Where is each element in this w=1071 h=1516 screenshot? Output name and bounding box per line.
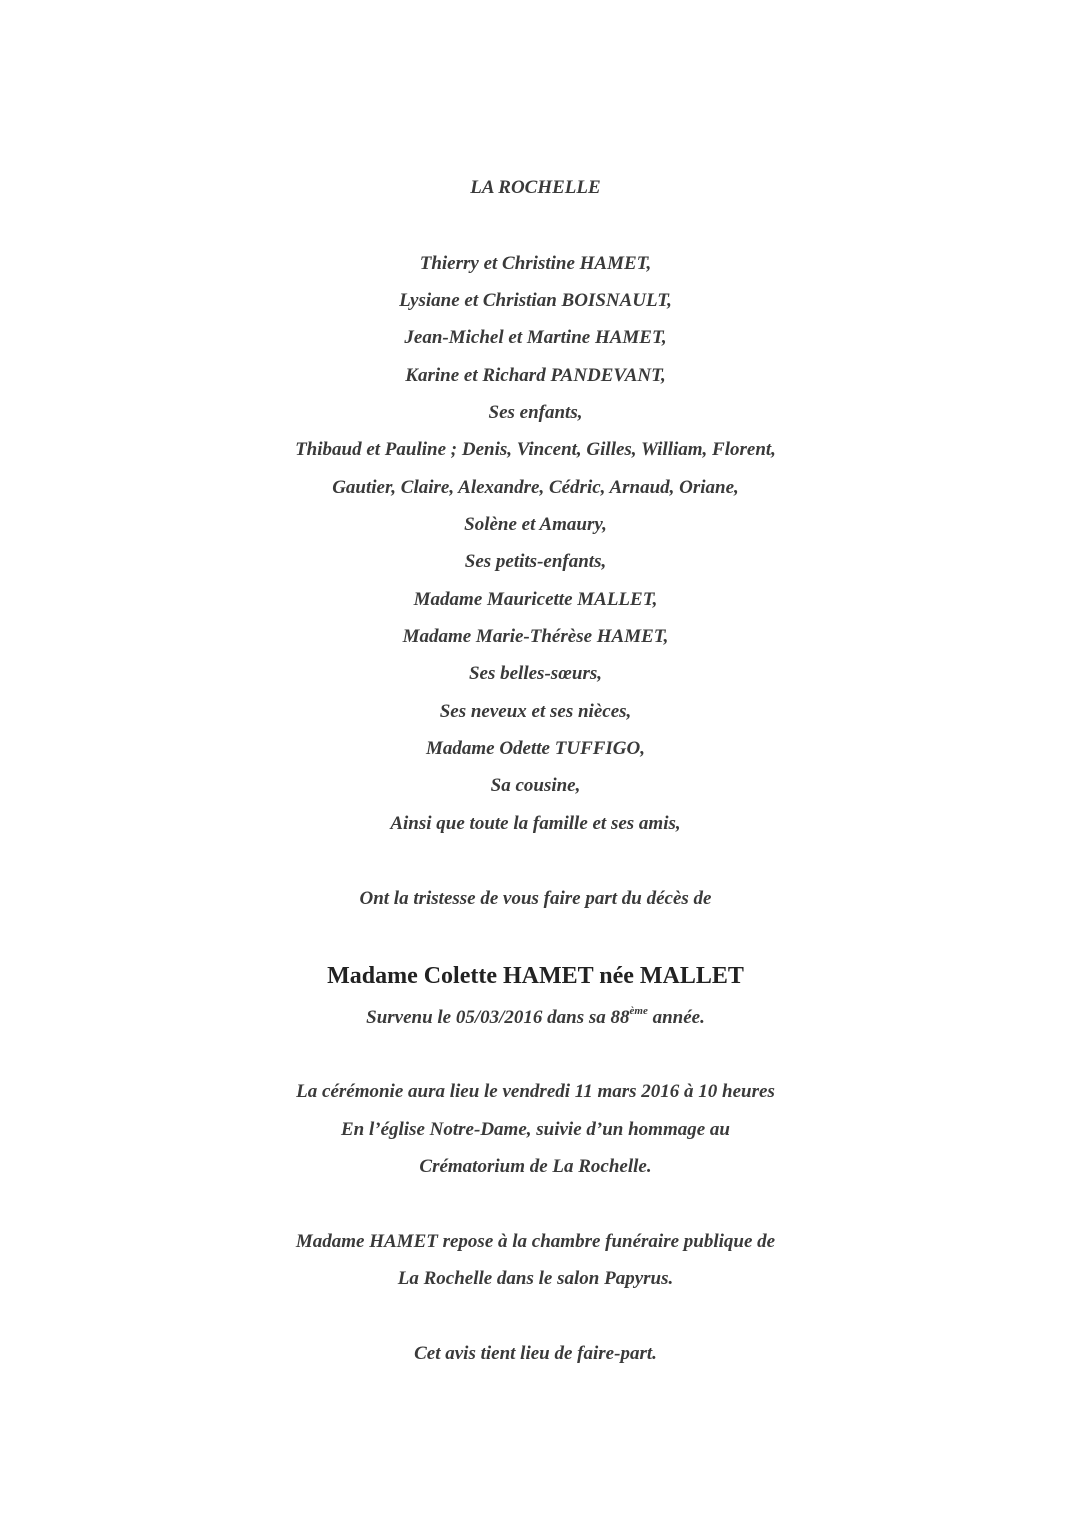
city-heading: LA ROCHELLE — [470, 177, 601, 198]
family-children-line-2: Lysiane et Christian BOISNAULT, — [399, 290, 672, 311]
sisters-in-law-label: Ses belles-sœurs, — [468, 663, 602, 684]
family-children-line-1: Thierry et Christine HAMET, — [419, 253, 652, 274]
family-others-line: Ainsi que toute la famille et ses amis, — [390, 813, 681, 834]
announcement-line: Ont la tristesse de vous faire part du décès de — [359, 888, 712, 909]
cousin-name: Madame Odette TUFFIGO, — [425, 738, 645, 759]
rest-line-2: La Rochelle dans le salon Papyrus. — [397, 1268, 674, 1289]
children-label: Ses enfants, — [488, 402, 583, 423]
sister-in-law-line-2: Madame Marie-Thérèse HAMET, — [402, 626, 669, 647]
deceased-name: Madame Colette HAMET née MALLET — [327, 963, 744, 989]
ceremony-line-1: La cérémonie aura lieu le vendredi 11 mars 2016 à 10 heures — [296, 1081, 775, 1102]
grandchildren-line-3: Solène et Amaury, — [464, 514, 607, 535]
death-date-suffix: année. — [647, 1007, 705, 1028]
grandchildren-label: Ses petits-enfants, — [464, 551, 607, 572]
ordinal-suffix: ème — [629, 1004, 648, 1017]
ceremony-line-2: En l’église Notre-Dame, suivie d’un hommage au — [341, 1119, 730, 1140]
family-children-line-3: Jean-Michel et Martine HAMET, — [404, 327, 667, 348]
death-date-prefix: Survenu le 05/03/2016 dans sa 88 — [366, 1007, 630, 1028]
sister-in-law-line-1: Madame Mauricette MALLET, — [413, 589, 658, 610]
death-date-line — [0, 1006, 1071, 1030]
closing-line: Cet avis tient lieu de faire-part. — [414, 1343, 657, 1364]
grandchildren-line-2: Gautier, Claire, Alexandre, Cédric, Arnaud, Oriane, — [332, 477, 739, 498]
family-children-line-4: Karine et Richard PANDEVANT, — [405, 365, 666, 386]
ceremony-line-3: Crématorium de La Rochelle. — [419, 1156, 652, 1177]
cousin-label: Sa cousine, — [490, 775, 581, 796]
nephews-line: Ses neveux et ses nièces, — [439, 701, 632, 722]
rest-line-1: Madame HAMET repose à la chambre funéraire publique de — [295, 1231, 776, 1252]
grandchildren-line-1: Thibaud et Pauline ; Denis, Vincent, Gilles, William, Florent, — [295, 439, 776, 460]
